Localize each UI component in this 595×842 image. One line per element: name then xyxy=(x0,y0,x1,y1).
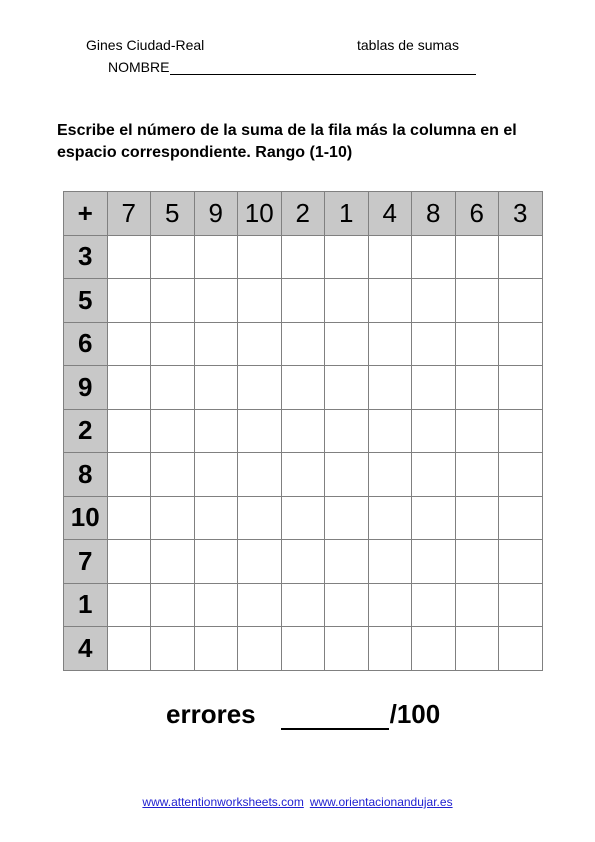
grid-answer-cell[interactable] xyxy=(368,409,412,453)
grid-operator-cell: + xyxy=(64,192,108,236)
name-field xyxy=(108,59,476,75)
grid-answer-cell[interactable] xyxy=(281,583,325,627)
grid-answer-cell[interactable] xyxy=(151,235,195,279)
grid-answer-cell[interactable] xyxy=(455,409,499,453)
grid-answer-cell[interactable] xyxy=(499,409,543,453)
name-blank-line[interactable] xyxy=(170,59,476,75)
grid-answer-cell[interactable] xyxy=(368,322,412,366)
grid-column-header: 4 xyxy=(368,192,412,236)
grid-answer-cell[interactable] xyxy=(281,366,325,410)
grid-answer-cell[interactable] xyxy=(281,322,325,366)
grid-column-header: 5 xyxy=(151,192,195,236)
grid-answer-cell[interactable] xyxy=(325,583,369,627)
grid-answer-cell[interactable] xyxy=(412,583,456,627)
grid-row xyxy=(64,583,543,627)
grid-answer-cell[interactable] xyxy=(281,235,325,279)
grid-answer-cell[interactable] xyxy=(194,496,238,540)
grid-column-header: 6 xyxy=(455,192,499,236)
grid-answer-cell[interactable] xyxy=(151,279,195,323)
grid-answer-cell[interactable] xyxy=(499,627,543,671)
footer-link-attentionworksheets[interactable]: www.attentionworksheets.com xyxy=(142,795,304,809)
grid-answer-cell[interactable] xyxy=(194,322,238,366)
grid-row xyxy=(64,627,543,671)
grid-answer-cell[interactable] xyxy=(281,453,325,497)
addition-grid xyxy=(63,191,543,671)
grid-answer-cell[interactable] xyxy=(107,366,151,410)
grid-answer-cell[interactable] xyxy=(499,496,543,540)
grid-answer-cell[interactable] xyxy=(238,583,282,627)
grid-row-header: 2 xyxy=(64,409,108,453)
grid-column-header: 2 xyxy=(281,192,325,236)
grid-answer-cell[interactable] xyxy=(499,540,543,584)
grid-answer-cell[interactable] xyxy=(412,627,456,671)
instructions-text: Escribe el número de la suma de la fila más la columna en el espacio correspondiente. Rango (1-10) xyxy=(57,122,517,161)
grid-answer-cell[interactable] xyxy=(368,279,412,323)
grid-answer-cell[interactable] xyxy=(325,322,369,366)
grid-row-header: 9 xyxy=(64,366,108,410)
grid-answer-cell[interactable] xyxy=(455,322,499,366)
grid-answer-cell[interactable] xyxy=(412,453,456,497)
grid-row xyxy=(64,496,543,540)
grid-answer-cell[interactable] xyxy=(194,366,238,410)
grid-answer-cell[interactable] xyxy=(412,496,456,540)
grid-answer-cell[interactable] xyxy=(107,322,151,366)
grid-answer-cell[interactable] xyxy=(325,453,369,497)
grid-answer-cell[interactable] xyxy=(325,627,369,671)
grid-row-header: 3 xyxy=(64,235,108,279)
grid-answer-cell[interactable] xyxy=(238,496,282,540)
grid-row-header: 6 xyxy=(64,322,108,366)
grid-answer-cell[interactable] xyxy=(194,453,238,497)
grid-row-header: 7 xyxy=(64,540,108,584)
grid-answer-cell[interactable] xyxy=(455,453,499,497)
grid-answer-cell[interactable] xyxy=(238,279,282,323)
grid-answer-cell[interactable] xyxy=(455,235,499,279)
grid-answer-cell[interactable] xyxy=(325,235,369,279)
grid-answer-cell[interactable] xyxy=(499,366,543,410)
grid-row-header: 10 xyxy=(64,496,108,540)
grid-answer-cell[interactable] xyxy=(499,583,543,627)
grid-answer-cell[interactable] xyxy=(151,453,195,497)
grid-answer-cell[interactable] xyxy=(325,409,369,453)
grid-answer-cell[interactable] xyxy=(107,540,151,584)
grid-answer-cell[interactable] xyxy=(412,279,456,323)
grid-answer-cell[interactable] xyxy=(325,540,369,584)
grid-answer-cell[interactable] xyxy=(194,540,238,584)
grid-answer-cell[interactable] xyxy=(412,235,456,279)
grid-answer-cell[interactable] xyxy=(194,627,238,671)
grid-answer-cell[interactable] xyxy=(325,279,369,323)
grid-answer-cell[interactable] xyxy=(194,409,238,453)
grid-answer-cell[interactable] xyxy=(412,409,456,453)
grid-answer-cell[interactable] xyxy=(151,322,195,366)
grid-answer-cell[interactable] xyxy=(499,235,543,279)
grid-answer-cell[interactable] xyxy=(238,453,282,497)
grid-answer-cell[interactable] xyxy=(368,627,412,671)
name-label: NOMBRE xyxy=(108,59,170,75)
grid-row xyxy=(64,540,543,584)
grid-row xyxy=(64,322,543,366)
grid-answer-cell[interactable] xyxy=(412,322,456,366)
grid-answer-cell[interactable] xyxy=(455,366,499,410)
footer-link-orientacionandujar[interactable]: www.orientacionandujar.es xyxy=(309,795,453,809)
grid-answer-cell[interactable] xyxy=(107,235,151,279)
grid-row-header: 4 xyxy=(64,627,108,671)
grid-row-header: 1 xyxy=(64,583,108,627)
grid-column-header: 9 xyxy=(194,192,238,236)
grid-answer-cell[interactable] xyxy=(499,453,543,497)
grid-answer-cell[interactable] xyxy=(368,235,412,279)
grid-answer-cell[interactable] xyxy=(281,540,325,584)
grid-answer-cell[interactable] xyxy=(151,409,195,453)
errors-total: /100 xyxy=(389,699,441,729)
grid-answer-cell[interactable] xyxy=(107,453,151,497)
grid-answer-cell[interactable] xyxy=(368,453,412,497)
grid-answer-cell[interactable] xyxy=(455,279,499,323)
grid-answer-cell[interactable] xyxy=(368,496,412,540)
grid-answer-cell[interactable] xyxy=(107,583,151,627)
grid-column-header: 3 xyxy=(499,192,543,236)
grid-answer-cell[interactable] xyxy=(194,279,238,323)
grid-answer-cell[interactable] xyxy=(281,279,325,323)
grid-answer-cell[interactable] xyxy=(151,496,195,540)
grid-answer-cell[interactable] xyxy=(194,583,238,627)
grid-answer-cell[interactable] xyxy=(151,627,195,671)
grid-answer-cell[interactable] xyxy=(238,366,282,410)
grid-answer-cell[interactable] xyxy=(325,496,369,540)
grid-answer-cell[interactable] xyxy=(412,540,456,584)
grid-answer-cell[interactable] xyxy=(194,235,238,279)
grid-answer-cell[interactable] xyxy=(107,627,151,671)
grid-answer-cell[interactable] xyxy=(368,583,412,627)
grid-answer-cell[interactable] xyxy=(238,235,282,279)
grid-answer-cell[interactable] xyxy=(281,496,325,540)
grid-answer-cell[interactable] xyxy=(499,279,543,323)
grid-answer-cell[interactable] xyxy=(238,322,282,366)
grid-answer-cell[interactable] xyxy=(455,540,499,584)
grid-header-row xyxy=(64,192,543,236)
grid-answer-cell[interactable] xyxy=(325,366,369,410)
grid-answer-cell[interactable] xyxy=(238,409,282,453)
grid-answer-cell[interactable] xyxy=(455,627,499,671)
grid-answer-cell[interactable] xyxy=(499,322,543,366)
grid-row-header: 8 xyxy=(64,453,108,497)
grid-answer-cell[interactable] xyxy=(368,366,412,410)
grid-row xyxy=(64,453,543,497)
grid-answer-cell[interactable] xyxy=(412,366,456,410)
footer-links xyxy=(0,795,595,809)
grid-column-header: 8 xyxy=(412,192,456,236)
grid-answer-cell[interactable] xyxy=(107,409,151,453)
grid-answer-cell[interactable] xyxy=(107,496,151,540)
grid-row xyxy=(64,279,543,323)
errors-label: errores xyxy=(166,699,256,729)
grid-answer-cell[interactable] xyxy=(281,409,325,453)
grid-column-header: 1 xyxy=(325,192,369,236)
grid-row xyxy=(64,409,543,453)
errors-blank-line[interactable] xyxy=(281,703,389,730)
grid-answer-cell[interactable] xyxy=(455,583,499,627)
grid-answer-cell[interactable] xyxy=(107,279,151,323)
grid-answer-cell[interactable] xyxy=(238,627,282,671)
grid-row-header: 5 xyxy=(64,279,108,323)
grid-answer-cell[interactable] xyxy=(455,496,499,540)
errors-score xyxy=(166,699,440,730)
grid-answer-cell[interactable] xyxy=(151,366,195,410)
grid-column-header: 10 xyxy=(238,192,282,236)
grid-column-header: 7 xyxy=(107,192,151,236)
grid-answer-cell[interactable] xyxy=(151,583,195,627)
grid-answer-cell[interactable] xyxy=(368,540,412,584)
grid-answer-cell[interactable] xyxy=(151,540,195,584)
grid-row xyxy=(64,366,543,410)
grid-row xyxy=(64,235,543,279)
grid-answer-cell[interactable] xyxy=(238,540,282,584)
author-name: Gines Ciudad-Real xyxy=(86,37,205,53)
worksheet-topic: tablas de sumas xyxy=(357,37,459,53)
grid-answer-cell[interactable] xyxy=(281,627,325,671)
